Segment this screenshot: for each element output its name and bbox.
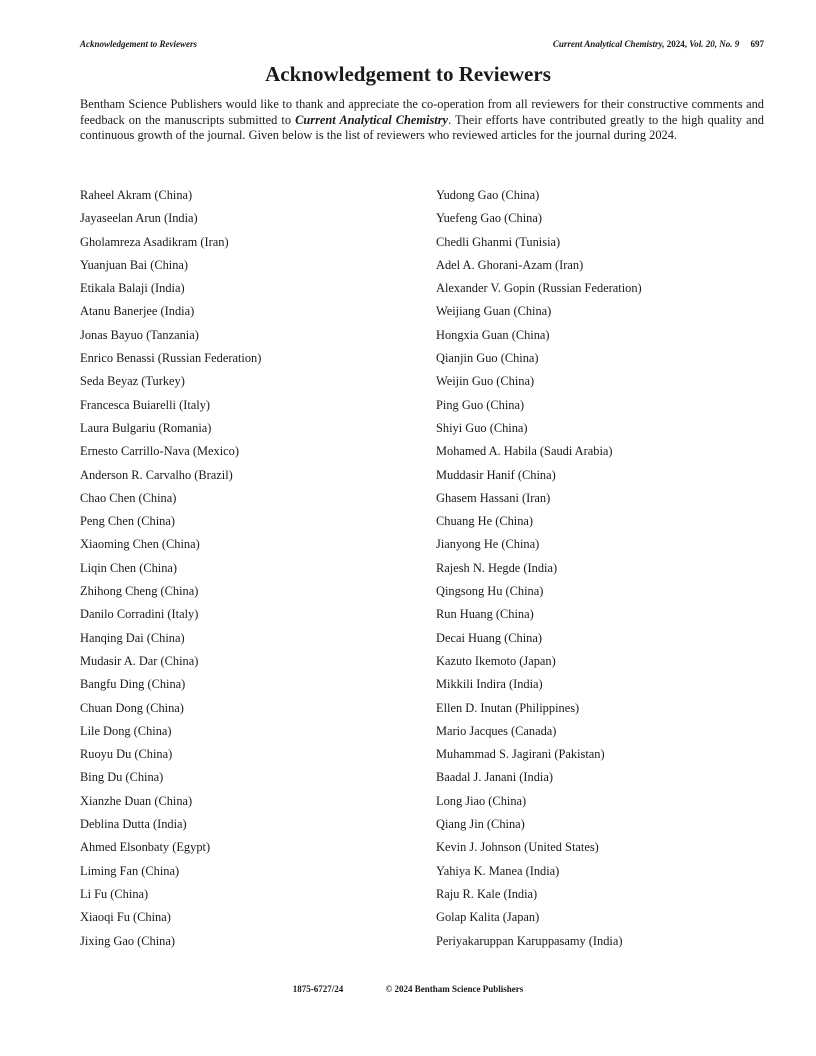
reviewer-entry: Alexander V. Gopin (Russian Federation) — [436, 281, 642, 296]
reviewer-entry: Golap Kalita (Japan) — [436, 910, 540, 925]
reviewer-entry: Mohamed A. Habila (Saudi Arabia) — [436, 444, 613, 459]
reviewer-entry: Kazuto Ikemoto (Japan) — [436, 653, 556, 668]
reviewer-entry: Shiyi Guo (China) — [436, 420, 528, 435]
reviewer-entry: Mario Jacques (Canada) — [436, 723, 557, 738]
reviewer-entry: Peng Chen (China) — [80, 514, 175, 529]
reviewer-entry: Atanu Banerjee (India) — [80, 304, 195, 319]
footer-copyright: © 2024 Bentham Science Publishers — [385, 984, 524, 994]
reviewer-entry: Chuang He (China) — [436, 514, 534, 529]
reviewer-entry: Deblina Dutta (India) — [80, 817, 187, 832]
reviewer-entry: Yuanjuan Bai (China) — [80, 257, 189, 272]
reviewer-entry: Danilo Corradini (Italy) — [80, 607, 199, 622]
reviewer-entry: Bangfu Ding (China) — [80, 677, 186, 692]
reviewer-entry: Chedli Ghanmi (Tunisia) — [436, 234, 561, 249]
header-volume: Vol. 20, No. 9 — [689, 39, 740, 49]
reviewer-entry: Ahmed Elsonbaty (Egypt) — [80, 840, 211, 855]
reviewer-list-right — [436, 184, 642, 953]
reviewer-entry: Kevin J. Johnson (United States) — [436, 840, 599, 855]
reviewer-entry: Liqin Chen (China) — [80, 560, 178, 575]
reviewer-entry: Rajesh N. Hegde (India) — [436, 560, 558, 575]
reviewer-entry: Xiaoming Chen (China) — [80, 537, 200, 552]
reviewer-entry: Yuefeng Gao (China) — [436, 211, 542, 226]
reviewer-entry: Hanqing Dai (China) — [80, 630, 185, 645]
reviewer-entry: Periyakaruppan Karuppasamy (India) — [436, 933, 623, 948]
reviewer-entry: Chuan Dong (China) — [80, 700, 184, 715]
reviewer-entry: Anderson R. Carvalho (Brazil) — [80, 467, 233, 482]
reviewer-entry: Xianzhe Duan (China) — [80, 793, 193, 808]
reviewer-entry: Raju R. Kale (India) — [436, 886, 538, 901]
reviewer-entry: Ghasem Hassani (Iran) — [436, 490, 551, 505]
reviewer-entry: Weijiang Guan (China) — [436, 304, 552, 319]
reviewer-entry: Jianyong He (China) — [436, 537, 540, 552]
page-title: Acknowledgement to Reviewers — [265, 62, 551, 86]
reviewer-entry: Yahiya K. Manea (India) — [436, 863, 560, 878]
reviewer-entry: Ernesto Carrillo-Nava (Mexico) — [80, 444, 239, 459]
reviewer-entry: Yudong Gao (China) — [436, 188, 540, 202]
reviewer-entry: Baadal J. Janani (India) — [436, 770, 553, 785]
header-section-title: Acknowledgement to Reviewers — [80, 39, 197, 49]
journal-name: Current Analytical Chemistry — [295, 112, 449, 127]
reviewer-entry: Muddasir Hanif (China) — [436, 467, 556, 482]
reviewer-entry: Jayaseelan Arun (India) — [80, 211, 198, 226]
reviewer-entry: Qianjin Guo (China) — [436, 351, 539, 366]
reviewer-entry: Decai Huang (China) — [436, 630, 542, 645]
reviewer-entry: Adel A. Ghorani-Azam (Iran) — [436, 257, 584, 272]
reviewer-entry: Lile Dong (China) — [80, 723, 172, 738]
reviewer-entry: Francesca Buiarelli (Italy) — [80, 397, 211, 412]
reviewer-entry: Jixing Gao (China) — [80, 933, 175, 948]
intro-paragraph — [80, 97, 764, 144]
header-page-number: 697 — [750, 39, 764, 49]
reviewer-entry: Mikkili Indira (India) — [436, 677, 543, 692]
header-journal: Current Analytical Chemistry, — [552, 39, 665, 49]
reviewer-entry: Long Jiao (China) — [436, 793, 527, 808]
reviewer-entry: Seda Beyaz (Turkey) — [80, 374, 185, 389]
reviewer-entry: Hongxia Guan (China) — [436, 327, 550, 342]
header-year: 2024, — [666, 39, 687, 49]
reviewer-entry: Zhihong Cheng (China) — [80, 584, 199, 599]
reviewer-entry: Laura Bulgariu (Romania) — [80, 420, 212, 435]
reviewer-entry: Ellen D. Inutan (Philippines) — [436, 700, 580, 715]
header-citation — [553, 39, 764, 49]
reviewer-entry: Qingsong Hu (China) — [436, 584, 544, 599]
reviewer-entry: Muhammad S. Jagirani (Pakistan) — [436, 747, 605, 762]
intro-text-before: Bentham Science Publishers would like to thank and appreciate the co-operation from all reviewers for their constructive comments and feedback on the manuscripts submitted to — [80, 97, 764, 127]
reviewer-entry: Liming Fan (China) — [80, 863, 180, 878]
reviewer-entry: Bing Du (China) — [80, 770, 164, 785]
reviewer-entry: Enrico Benassi (Russian Federation) — [80, 351, 262, 366]
reviewer-entry: Chao Chen (China) — [80, 490, 177, 505]
intro-text-after: . Their efforts have contributed greatly to the high quality and continuous growth of the journal. Given below is the list of reviewers who reviewed articles for the journal during 2024. — [80, 112, 764, 142]
running-header — [80, 39, 764, 49]
reviewer-entry: Raheel Akram (China) — [80, 188, 193, 202]
reviewer-entry: Etikala Balaji (India) — [80, 281, 185, 296]
page-footer — [0, 984, 816, 994]
reviewer-entry: Qiang Jin (China) — [436, 817, 525, 832]
footer-issn: 1875-6727/24 — [292, 984, 344, 994]
reviewer-entry: Xiaoqi Fu (China) — [80, 910, 171, 925]
reviewer-entry: Weijin Guo (China) — [436, 374, 535, 389]
reviewer-entry: Run Huang (China) — [436, 607, 534, 622]
reviewer-entry: Mudasir A. Dar (China) — [80, 653, 199, 668]
reviewer-entry: Ping Guo (China) — [436, 397, 525, 412]
reviewer-entry: Jonas Bayuo (Tanzania) — [80, 327, 199, 342]
reviewer-list-left — [80, 184, 261, 953]
reviewer-entry: Gholamreza Asadikram (Iran) — [80, 234, 229, 249]
reviewer-entry: Ruoyu Du (China) — [80, 747, 173, 762]
reviewer-entry: Li Fu (China) — [80, 886, 149, 901]
